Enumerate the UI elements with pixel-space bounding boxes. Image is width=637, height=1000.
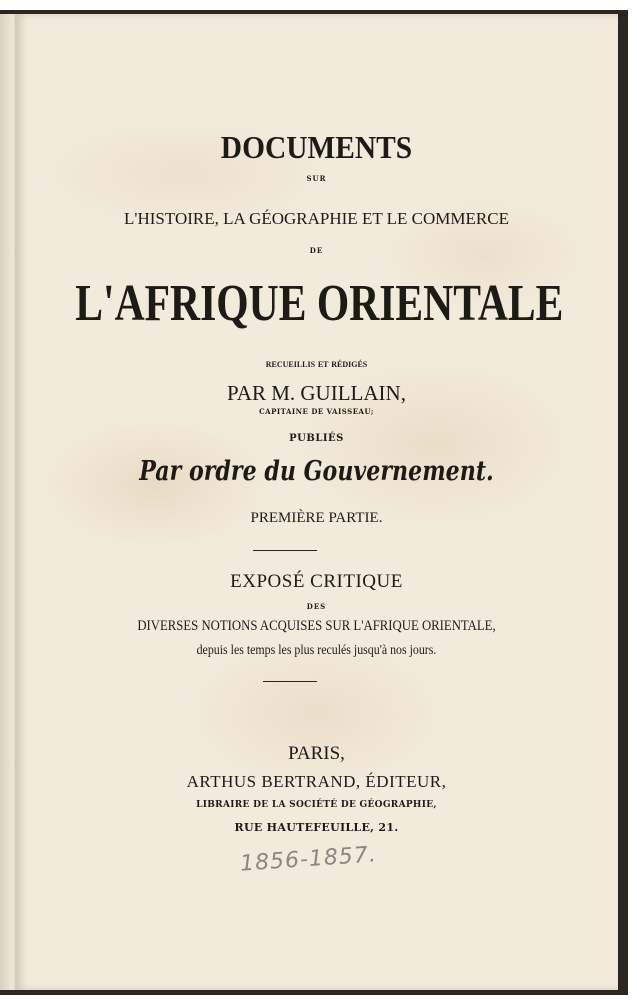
handwritten-annotation: 1856-1857. (239, 842, 378, 877)
title-page (15, 14, 618, 990)
author-rank: CAPITAINE DE VAISSEAU; (259, 407, 374, 416)
imprint-publisher-detail: LIBRAIRE DE LA SOCIÉTÉ DE GÉOGRAPHIE, (196, 800, 437, 810)
recueillis-line: recueillis et rédigés (265, 358, 368, 370)
imprint-city: PARIS, (288, 743, 345, 764)
divider-rule (263, 681, 317, 682)
section-title: EXPOSÉ CRITIQUE (230, 571, 403, 592)
connector-des: DES (306, 602, 327, 611)
connector-de: DE (309, 246, 324, 255)
imprint-address: RUE HAUTEFEUILLE, 21. (234, 821, 399, 834)
author-line: PAR M. GUILLAIN, (227, 381, 406, 405)
section-subtitle: DIVERSES NOTIONS ACQUISES SUR L'AFRIQUE ORIENTALE, (137, 618, 496, 634)
publies-line: PUBLIÉS (289, 433, 344, 444)
government-line: Par ordre du Gouvernement. (139, 456, 494, 487)
main-title: L'AFRIQUE ORIENTALE (75, 275, 564, 332)
book-title: DOCUMENTS (220, 129, 413, 165)
imprint-publisher: ARTHUS BERTRAND, ÉDITEUR, (186, 772, 447, 791)
part-label: PREMIÈRE PARTIE. (250, 510, 383, 526)
divider-rule (253, 550, 317, 551)
connector-sur: SUR (306, 174, 327, 183)
book-subtitle: L'HISTOIRE, LA GÉOGRAPHIE ET LE COMMERCE (124, 209, 509, 228)
section-period: depuis les temps les plus reculés jusqu'à nos jours. (196, 643, 437, 658)
